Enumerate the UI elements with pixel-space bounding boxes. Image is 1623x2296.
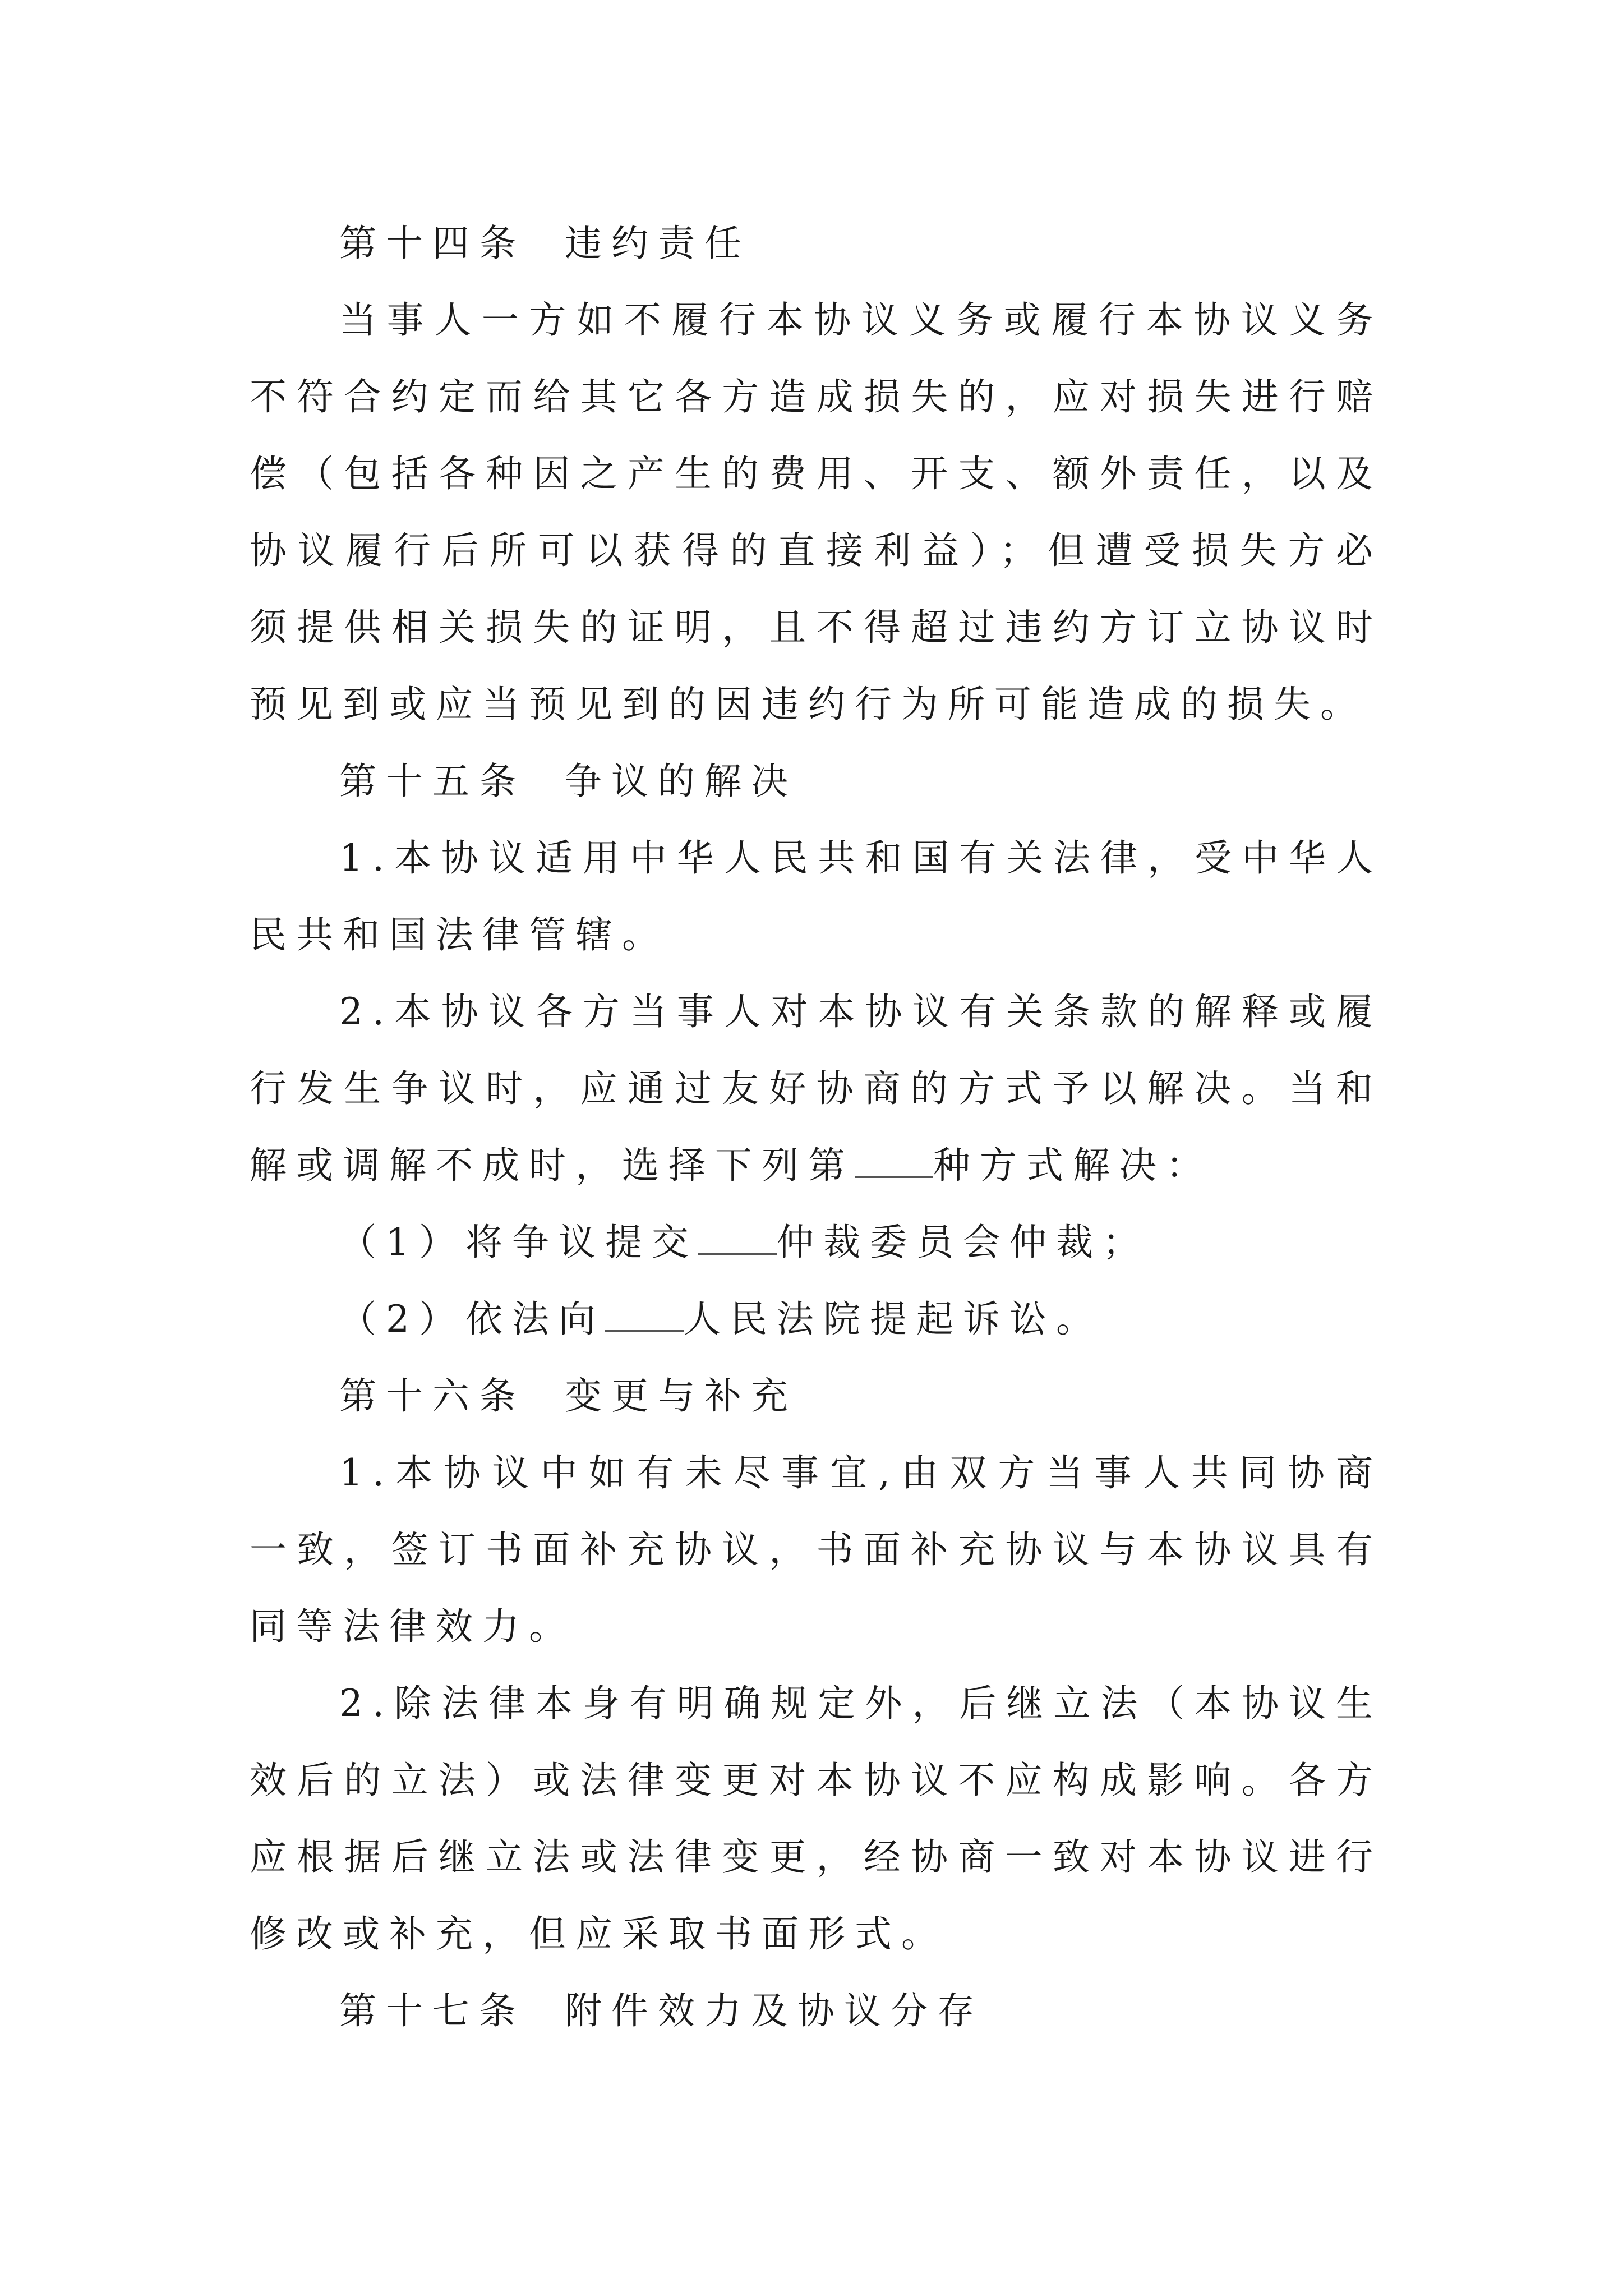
- article-14-body: 当事人一方如不履行本协议义务或履行本协议义务不符合约定而给其它各方造成损失的，应对损失进行赔偿（包括各种因之产生的费用、开支、额外责任，以及协议履行后所可以获得的直接利益）；但遭受损失方必须提供相关损失的证明，且不得超过违约方订立协议时预见到或应当预见到的因违约行为所可能造成的损失。: [250, 298, 1382, 726]
- option-text: （1）将争议提交: [339, 1221, 698, 1264]
- article-title: 附件效力及协议分存: [565, 1989, 984, 2032]
- fill-in-blank[interactable]: [605, 1324, 684, 1332]
- article-16-item-1: 1.本协议中如有未尽事宜,由双方当事人共同协商一致，签订书面补充协议，书面补充协议与本协议具有同等法律效力。: [250, 1451, 1382, 1648]
- article-15-item-1: 1.本协议适用中华人民共和国有关法律，受中华人民共和国法律管辖。: [250, 836, 1382, 956]
- article-14-heading: [250, 205, 1382, 282]
- article-15-option-2: [250, 1281, 1382, 1358]
- article-15-option-1: [250, 1204, 1382, 1281]
- article-15-item-2: [250, 973, 1382, 1204]
- article-16-item-2: 2.除法律本身有明确规定外，后继立法（本协议生效后的立法）或法律变更对本协议不应构成影响。各方应根据后继立法或法律变更，经协商一致对本协议进行修改或补充，但应采取书面形式。: [250, 1682, 1382, 1955]
- fill-in-blank[interactable]: [698, 1248, 777, 1255]
- article-number: 第十六条: [339, 1374, 525, 1418]
- document-content: [250, 205, 1382, 2049]
- article-15-heading: [250, 743, 1382, 820]
- article-16-heading: [250, 1358, 1382, 1434]
- article-number: 第十四条: [339, 222, 525, 265]
- fill-in-blank[interactable]: [855, 1171, 933, 1178]
- item-text: 种方式解决：: [933, 1144, 1212, 1187]
- item-text: 2.本协议各方当事人对本协议有关条款的解释或履行发生争议时，应通过友好协商的方式予以解决。当和解或调解不成时，选择下列第: [250, 990, 1382, 1187]
- option-text: 仲裁委员会仲裁；: [777, 1221, 1149, 1264]
- article-number: 第十七条: [339, 1989, 525, 2032]
- article-title: 违约责任: [565, 222, 751, 265]
- article-17-heading: [250, 1972, 1382, 2049]
- option-text: 人民法院提起诉讼。: [684, 1297, 1103, 1341]
- article-title: 争议的解决: [565, 760, 797, 803]
- article-number: 第十五条: [339, 760, 525, 803]
- article-title: 变更与补充: [565, 1374, 797, 1418]
- option-text: （2）依法向: [339, 1297, 605, 1341]
